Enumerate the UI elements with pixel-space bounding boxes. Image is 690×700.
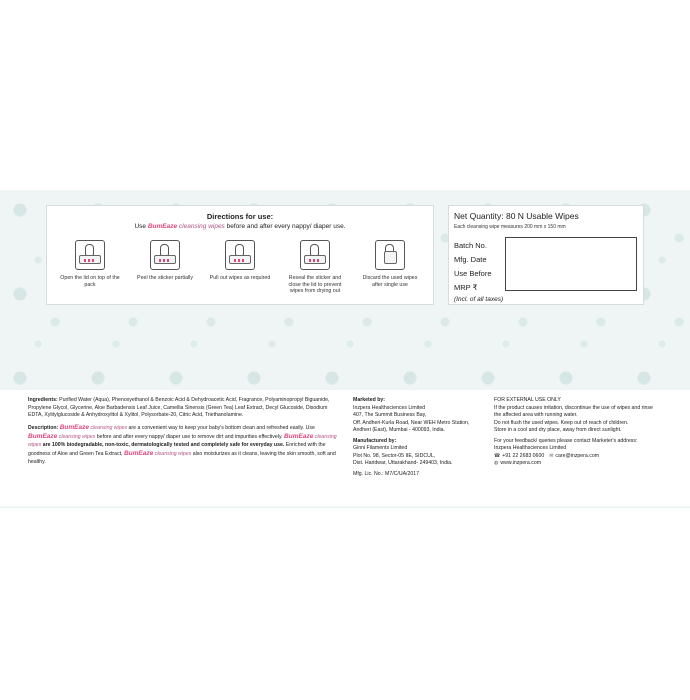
- brand-sub: cleansing wipes: [58, 434, 96, 441]
- step-text: Peel the sticker partially: [137, 275, 193, 281]
- manufactured-label: Manufactured by:: [353, 437, 397, 444]
- brand-sub: cleansing wipes: [178, 223, 225, 230]
- feedback-company: Inzpera Healthsciences Limited: [494, 445, 567, 452]
- warnings-column: [494, 397, 654, 468]
- net-quantity-title: Net Quantity: 80 N Usable Wipes: [454, 211, 579, 221]
- ingredients-column: [28, 397, 338, 469]
- mrp-label: MRP ₹: [454, 283, 478, 292]
- company-column: [353, 397, 483, 478]
- brand-sub: cleansing wipes: [90, 424, 128, 431]
- globe-icon: ◍: [494, 460, 499, 467]
- discard-bin-icon: [375, 240, 405, 270]
- description-text-2: before and after every nappy/ diaper use to remove dirt and impurities effectively.: [96, 434, 283, 441]
- step-text: Reseal the sticker and close the lid to prevent wipes from drying out: [288, 275, 342, 295]
- marketed-line: Off. Andheri-Kurla Road, Near WEH Metro Station,: [353, 419, 470, 426]
- directions-panel: [46, 205, 434, 305]
- net-quantity-panel: [448, 205, 644, 305]
- feedback-text: For your feedback/ queries please contact Marketer's address:: [494, 437, 638, 444]
- contact-row: [494, 453, 654, 461]
- brand-logo: BumEaze: [123, 450, 154, 458]
- warning-line: If the product causes irritation, discontinue the use of wipes and rinse the affected area with running water.: [494, 404, 653, 419]
- taxes-note: (Incl. of all taxes): [454, 296, 504, 303]
- directions-title: Directions for use:: [206, 212, 274, 221]
- description-text-3: are 100% biodegradable, non-toxic, dermatologically tested and completely safe for everyday use.: [42, 441, 285, 448]
- ingredients-text: Purified Water (Aqua), Phenoxyethanol & Benzoic Acid & Dehydroacetic Acid, Fragrance, Polyaminopropyl Biguanide, Propylene Glycol, Glycerine, Aloe Barbadensis Leaf Juice, Camellia Sinensis (Green Tea) Leaf Extract, Decyl Glucoside, Disodium EDTA, Xylitylglucoside & Anhydroxylitol & Xylitol, Polysorbate-20, Citric Acid, Triethanolamine.: [28, 397, 330, 419]
- warning-line: Store in a cool and dry place, away from direct sunlight.: [494, 427, 622, 434]
- marketed-line: 407, The Summit Business Bay,: [353, 412, 427, 419]
- email-icon: ✉: [549, 452, 554, 459]
- reseal-icon: [300, 240, 330, 270]
- print-area-box: [505, 237, 637, 291]
- brand-sub: cleansing wipes: [28, 434, 337, 448]
- step-text: Open the lid on top of the pack: [60, 275, 120, 288]
- step-5: [359, 240, 421, 295]
- marketed-line: Andheri (East), Mumbai - 400093, India.: [353, 427, 445, 434]
- brand-logo: BumEaze: [284, 433, 314, 441]
- phone-number: +91 22 2683 0600: [502, 452, 545, 459]
- email-address: care@inzpera.com: [555, 452, 600, 459]
- phone-icon: ☎: [494, 452, 501, 459]
- ingredients: [28, 397, 338, 420]
- warning-line: Do not flush the used wipes. Keep out of reach of children.: [494, 419, 629, 426]
- steps-row: [59, 240, 421, 295]
- manufactured-line: Dist. Haridwar, Uttarakhand- 249403, India.: [353, 460, 453, 467]
- description: [28, 423, 338, 467]
- website: www.inzpera.com: [500, 460, 542, 467]
- description-text-5: also moisturizes as it cleans, leaving the skin smooth, soft and healthy.: [28, 451, 336, 465]
- step-4: [284, 240, 346, 295]
- web-row: [494, 460, 654, 468]
- warnings-title: FOR EXTERNAL USE ONLY: [494, 397, 561, 403]
- use-suffix: before and after every nappy/ diaper use.: [226, 223, 346, 230]
- description-text-1: are a convenient way to keep your baby's bottom clean and refreshed easily. Use: [128, 424, 315, 431]
- step-3: [209, 240, 271, 295]
- license-number: Mfg. Lic. No.: M7/C/UA/2017: [353, 470, 420, 477]
- description-text-4: Enriched with the goodness of Aloe and Green Tea Extract,: [28, 441, 326, 458]
- info-band: [0, 390, 690, 506]
- pull-wipe-icon: [225, 240, 255, 270]
- step-2: [134, 240, 196, 295]
- brand-sub: cleansing wipes: [154, 451, 192, 458]
- batch-no-label: Batch No.: [454, 241, 487, 250]
- description-label: Description:: [28, 424, 59, 431]
- marketed-line: Inzpera Healthsciences Limited: [353, 404, 426, 411]
- open-lid-icon: [75, 240, 105, 270]
- fields-list: [454, 239, 503, 303]
- pack-label: [0, 190, 690, 508]
- ingredients-label: Ingredients:: [28, 397, 58, 403]
- use-before-label: Use Before: [454, 269, 492, 278]
- marketed-label: Marketed by:: [353, 397, 385, 403]
- manufactured-line: Plot No. 98, Sector-05 IIE, SIDCUL,: [353, 452, 436, 459]
- step-text: Discard the used wipes after single use: [362, 275, 418, 288]
- directions-instruction: [47, 223, 433, 230]
- mfg-date-label: Mfg. Date: [454, 255, 487, 264]
- peel-sticker-icon: [150, 240, 180, 270]
- brand-logo: BumEaze: [59, 423, 89, 431]
- use-prefix: Use: [134, 223, 147, 230]
- brand-logo: BumEaze: [28, 433, 58, 441]
- wipe-size: Each cleansing wipe measures 200 mm x 150 mm: [454, 224, 566, 230]
- step-1: [59, 240, 121, 295]
- manufactured-line: Ginni Filaments Limited: [353, 445, 408, 452]
- step-text: Pull out wipes as required: [209, 275, 271, 281]
- brand-logo: BumEaze: [147, 223, 178, 230]
